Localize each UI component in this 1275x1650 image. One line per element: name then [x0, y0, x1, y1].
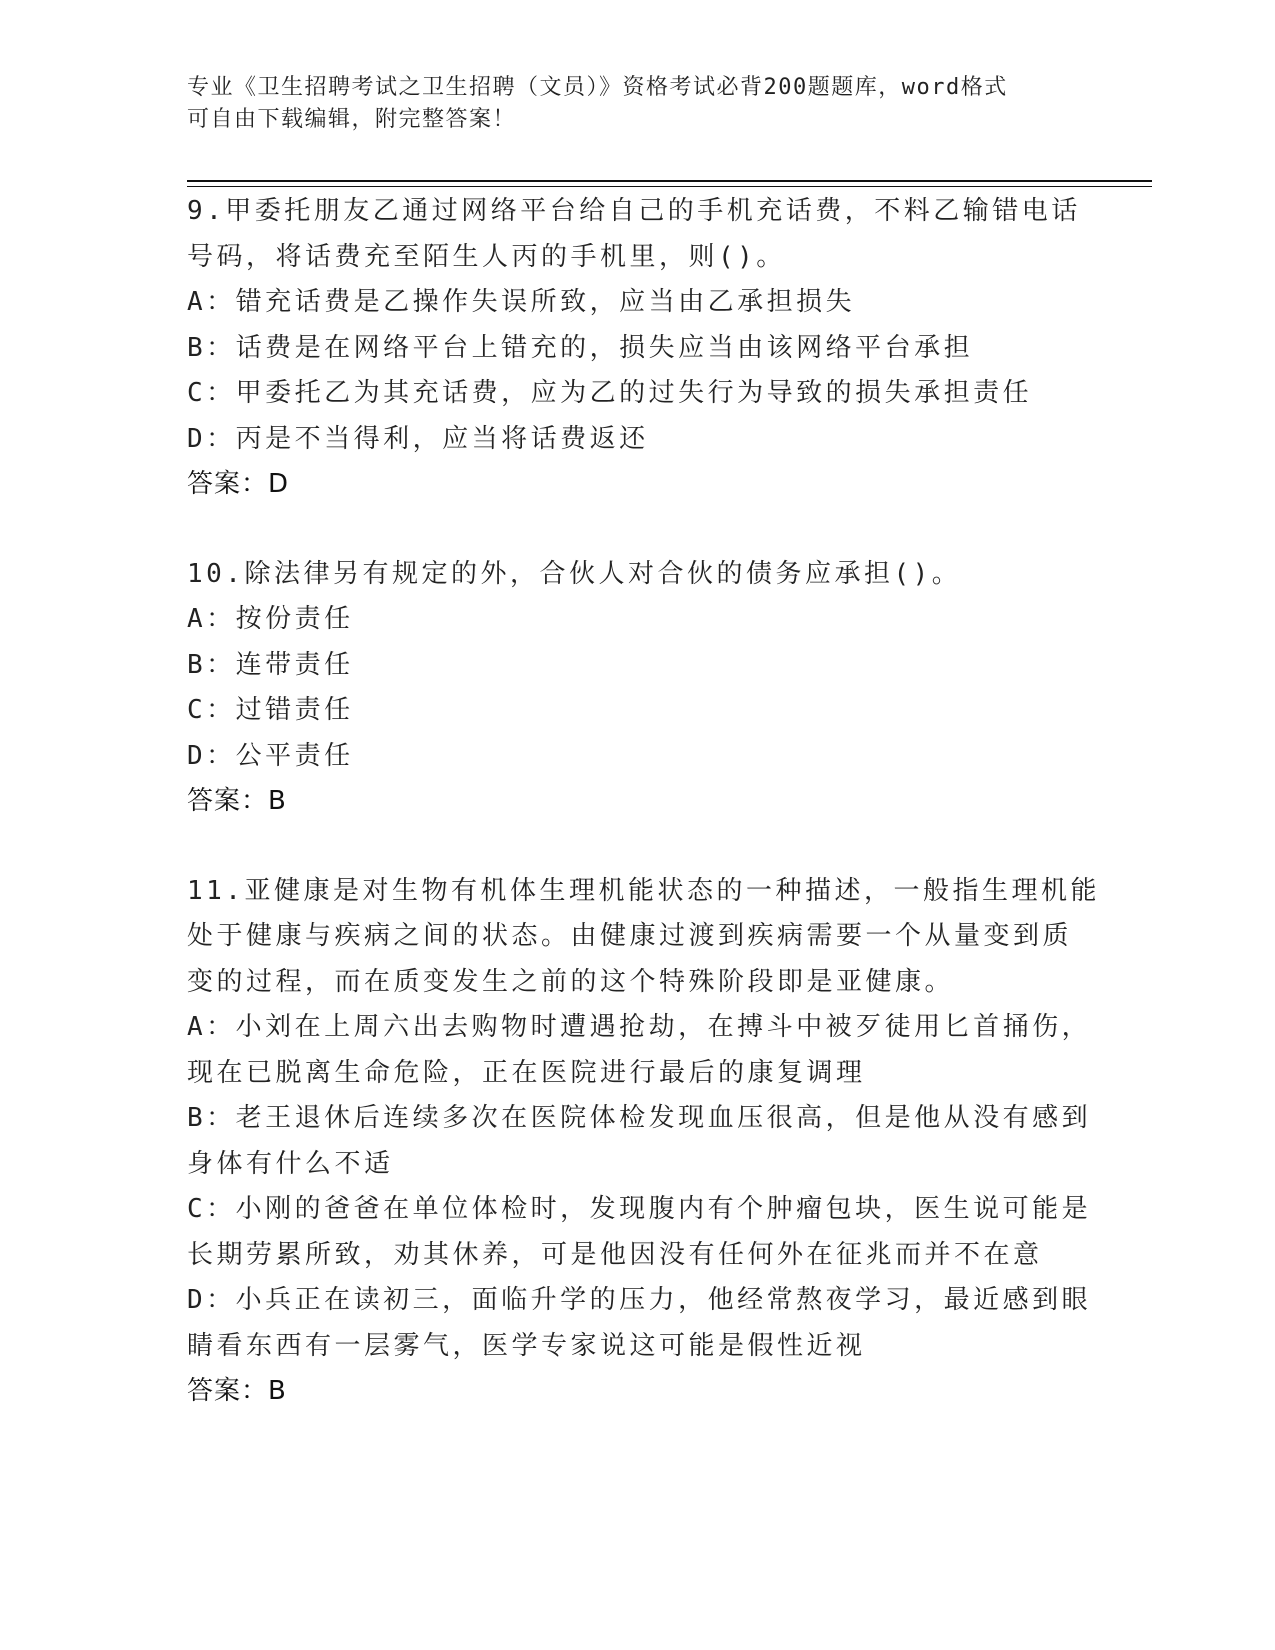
header-divider-thick	[187, 180, 1152, 182]
option-d-continuation: 睛看东西有一层雾气，医学专家说这可能是假性近视	[187, 1330, 866, 1361]
option-c-continuation: 长期劳累所致，劝其休养，可是他因没有任何外在征兆而并不在意	[187, 1239, 1043, 1270]
question-stem-line: 9.甲委托朋友乙通过网络平台给自己的手机充话费，不料乙输错电话	[187, 196, 1081, 226]
option-d: D：小兵正在读初三，面临升学的压力，他经常熬夜学习，最近感到眼	[187, 1285, 1092, 1315]
question-item	[187, 552, 1087, 825]
header-line-2: 可自由下载编辑，附完整答案！	[187, 107, 517, 132]
question-list	[187, 189, 1100, 1459]
question-stem-line: 11.亚健康是对生物有机体生理机能状态的一种描述，一般指生理机能	[187, 875, 1100, 906]
option-d: D：丙是不当得利，应当将话费返还	[187, 423, 649, 454]
question-item	[187, 189, 1087, 508]
header-divider-thin	[187, 186, 1152, 187]
option-a: A：错充话费是乙操作失误所致，应当由乙承担损失	[187, 287, 856, 317]
option-c: C：小刚的爸爸在单位体检时，发现腹内有个肿瘤包块，医生说可能是	[187, 1194, 1092, 1224]
header-line-1: 专业《卫生招聘考试之卫生招聘（文员）》资格考试必背200题题库，word格式	[187, 75, 1008, 100]
option-b-continuation: 身体有什么不适	[187, 1148, 394, 1179]
option-a: A：小刘在上周六出去购物时遭遇抢劫，在搏斗中被歹徒用匕首捅伤，	[187, 1012, 1092, 1042]
answer-line: 答案：B	[187, 1376, 287, 1406]
option-b: B：话费是在网络平台上错充的，损失应当由该网络平台承担	[187, 332, 974, 363]
option-c: C：过错责任	[187, 695, 354, 725]
question-stem-line: 变的过程，而在质变发生之前的这个特殊阶段即是亚健康。	[187, 966, 955, 997]
option-a: A：按份责任	[187, 604, 354, 634]
document-header	[187, 72, 1087, 136]
question-stem-line: 10.除法律另有规定的外，合伙人对合伙的债务应承担()。	[187, 558, 962, 589]
option-d: D：公平责任	[187, 740, 354, 771]
answer-line: 答案：B	[187, 786, 287, 816]
question-stem-line: 处于健康与疾病之间的状态。由健康过渡到疾病需要一个从量变到质	[187, 921, 1073, 951]
answer-line: 答案：D	[187, 469, 290, 499]
option-b: B：老王退休后连续多次在医院体检发现血压很高，但是他从没有感到	[187, 1103, 1092, 1133]
question-item	[187, 869, 1100, 1415]
option-c: C：甲委托乙为其充话费，应为乙的过失行为导致的损失承担责任	[187, 378, 1033, 408]
option-b: B：连带责任	[187, 649, 354, 680]
question-stem-line: 号码，将话费充至陌生人丙的手机里，则()。	[187, 241, 786, 272]
option-a-continuation: 现在已脱离生命危险，正在医院进行最后的康复调理	[187, 1057, 866, 1088]
